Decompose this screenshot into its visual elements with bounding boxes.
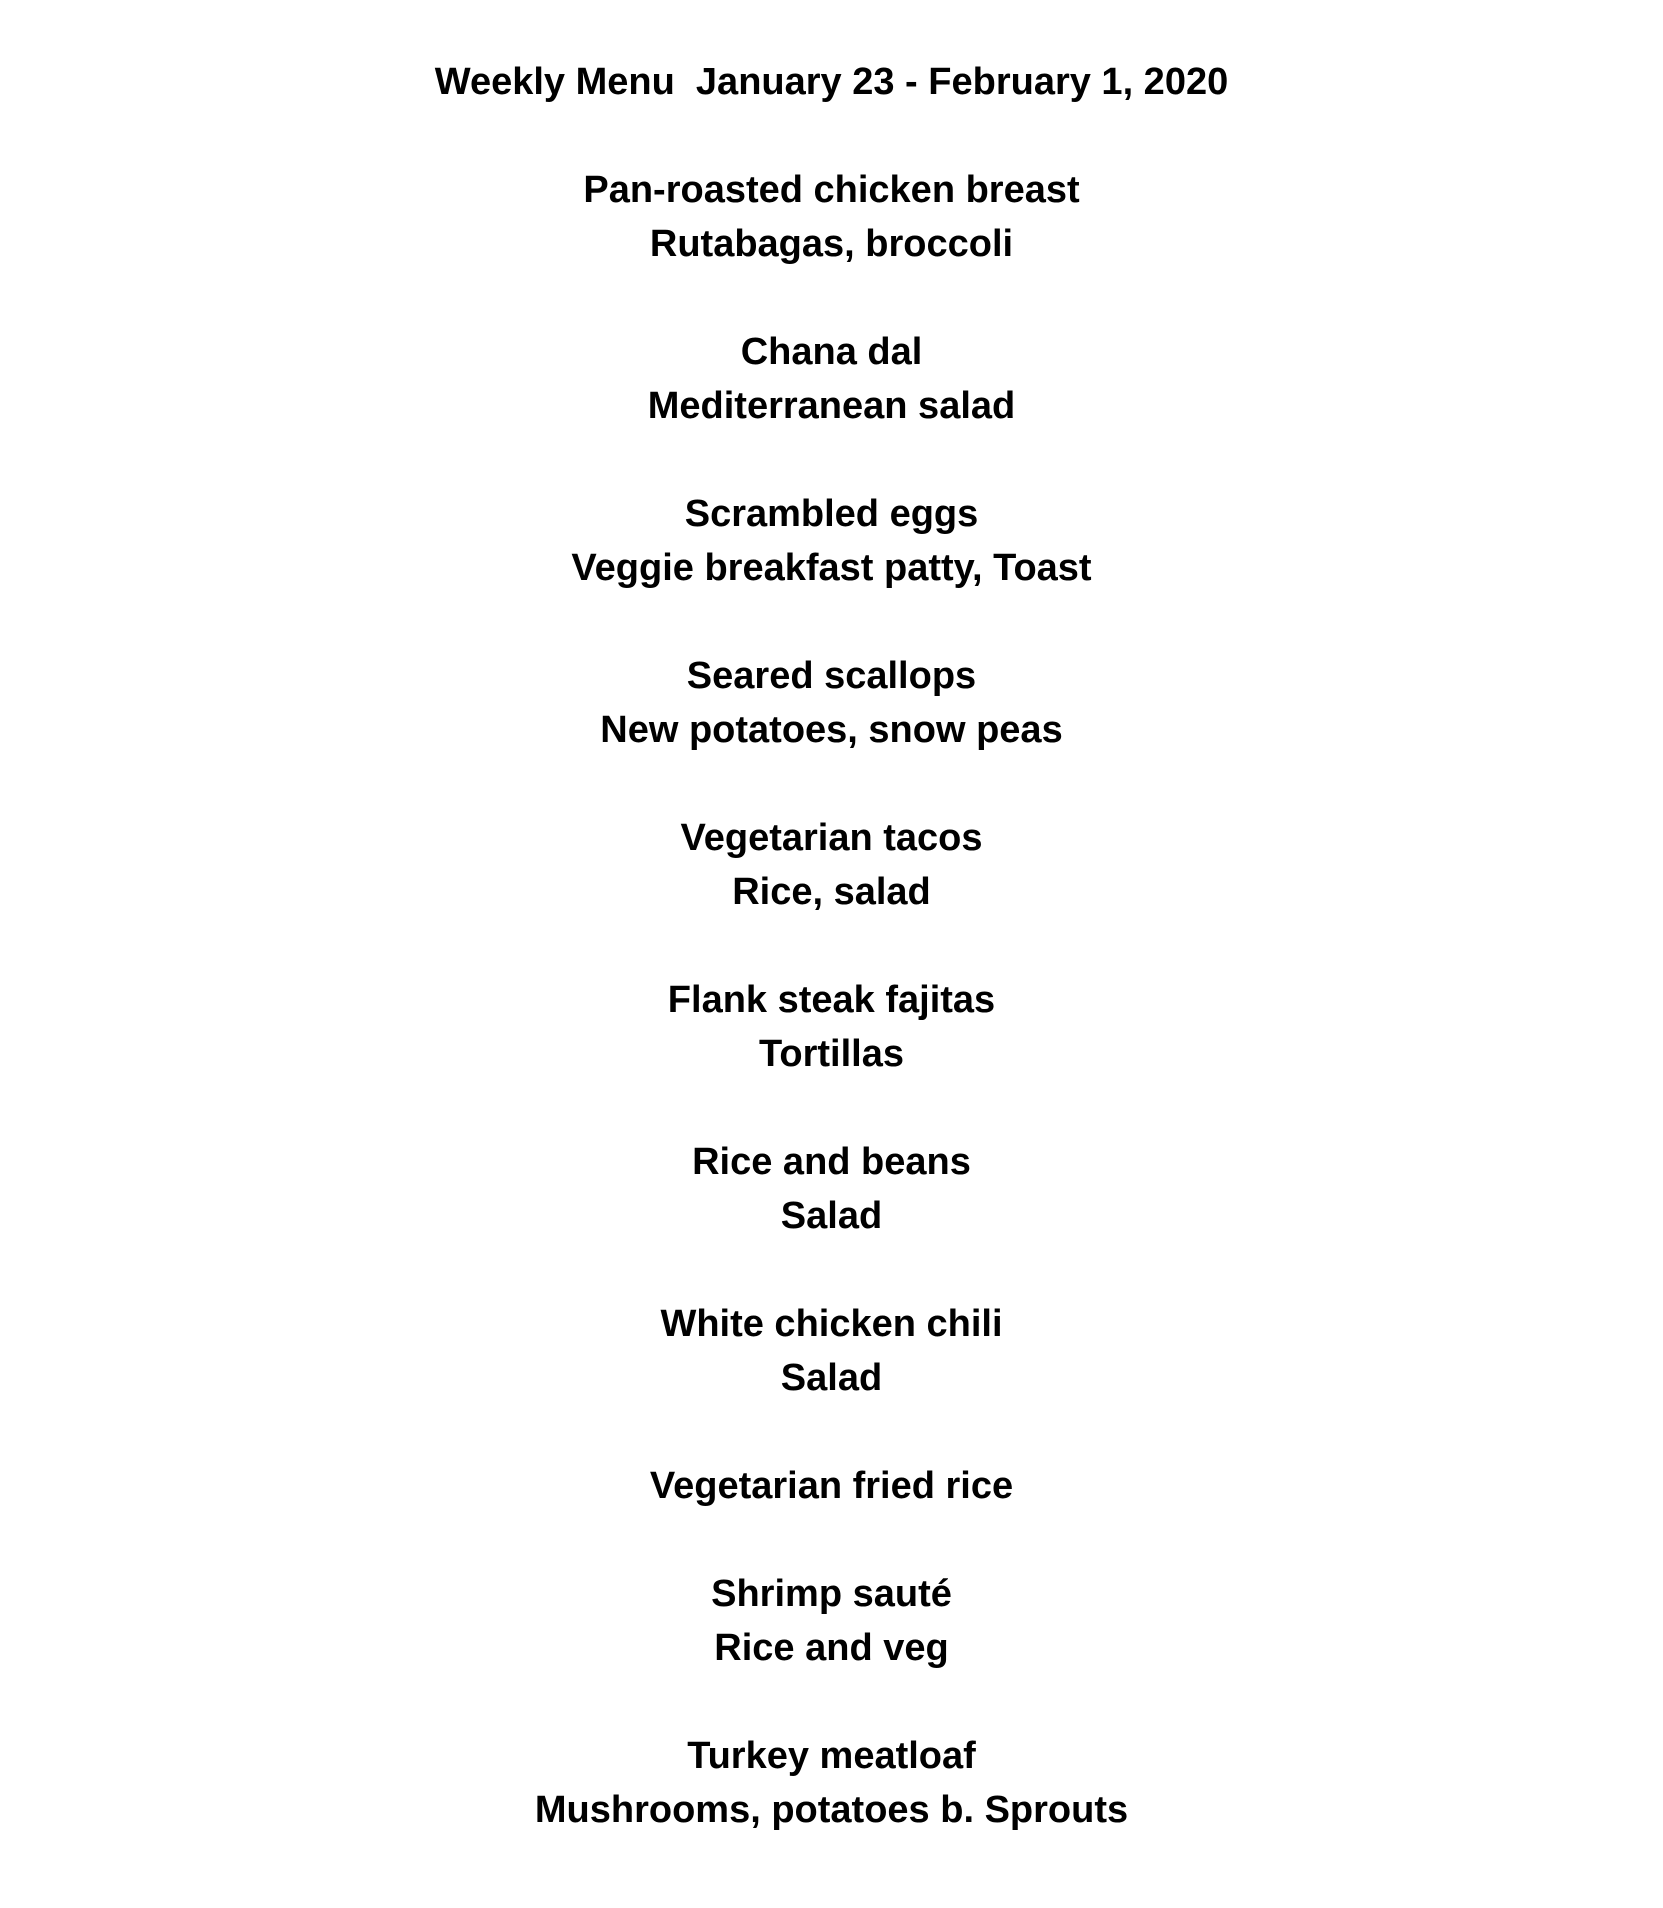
dish-sides: New potatoes, snow peas — [600, 709, 1063, 751]
dish-sides: Mushrooms, potatoes b. Sprouts — [534, 1789, 1129, 1831]
menu-item — [0, 649, 1663, 757]
menu-item — [0, 1297, 1663, 1405]
dish-sides: Rice and veg — [714, 1627, 949, 1669]
menu-item — [0, 1729, 1663, 1837]
dish-name: Shrimp sauté — [711, 1573, 952, 1615]
dish-sides: Tortillas — [759, 1033, 904, 1075]
dish-sides: Salad — [780, 1195, 883, 1237]
dish-name: Rice and beans — [692, 1141, 971, 1183]
dish-sides: Salad — [780, 1357, 883, 1399]
menu-item — [0, 163, 1663, 271]
dish-name: Pan-roasted chicken breast — [583, 169, 1080, 211]
dish-name: Seared scallops — [686, 655, 977, 697]
dish-name: Turkey meatloaf — [687, 1735, 976, 1777]
menu-item — [0, 811, 1663, 919]
dish-name: Vegetarian tacos — [680, 817, 983, 859]
dish-name: Flank steak fajitas — [667, 979, 996, 1021]
dish-sides: Rice, salad — [732, 871, 931, 913]
menu-item — [0, 1567, 1663, 1675]
dish-name: Chana dal — [740, 331, 923, 373]
dish-name: Scrambled eggs — [684, 493, 979, 535]
menu-item — [0, 1135, 1663, 1243]
menu-list — [0, 163, 1663, 1837]
dish-name: White chicken chili — [660, 1303, 1003, 1345]
page-title: Weekly Menu January 23 - February 1, 2020 — [434, 61, 1229, 103]
dish-sides: Rutabagas, broccoli — [649, 223, 1014, 265]
menu-item — [0, 973, 1663, 1081]
menu-item — [0, 1459, 1663, 1513]
dish-sides: Mediterranean salad — [647, 385, 1016, 427]
menu-item — [0, 325, 1663, 433]
menu-item — [0, 487, 1663, 595]
dish-sides: Veggie breakfast patty, Toast — [571, 547, 1092, 589]
dish-name: Vegetarian fried rice — [649, 1465, 1014, 1507]
